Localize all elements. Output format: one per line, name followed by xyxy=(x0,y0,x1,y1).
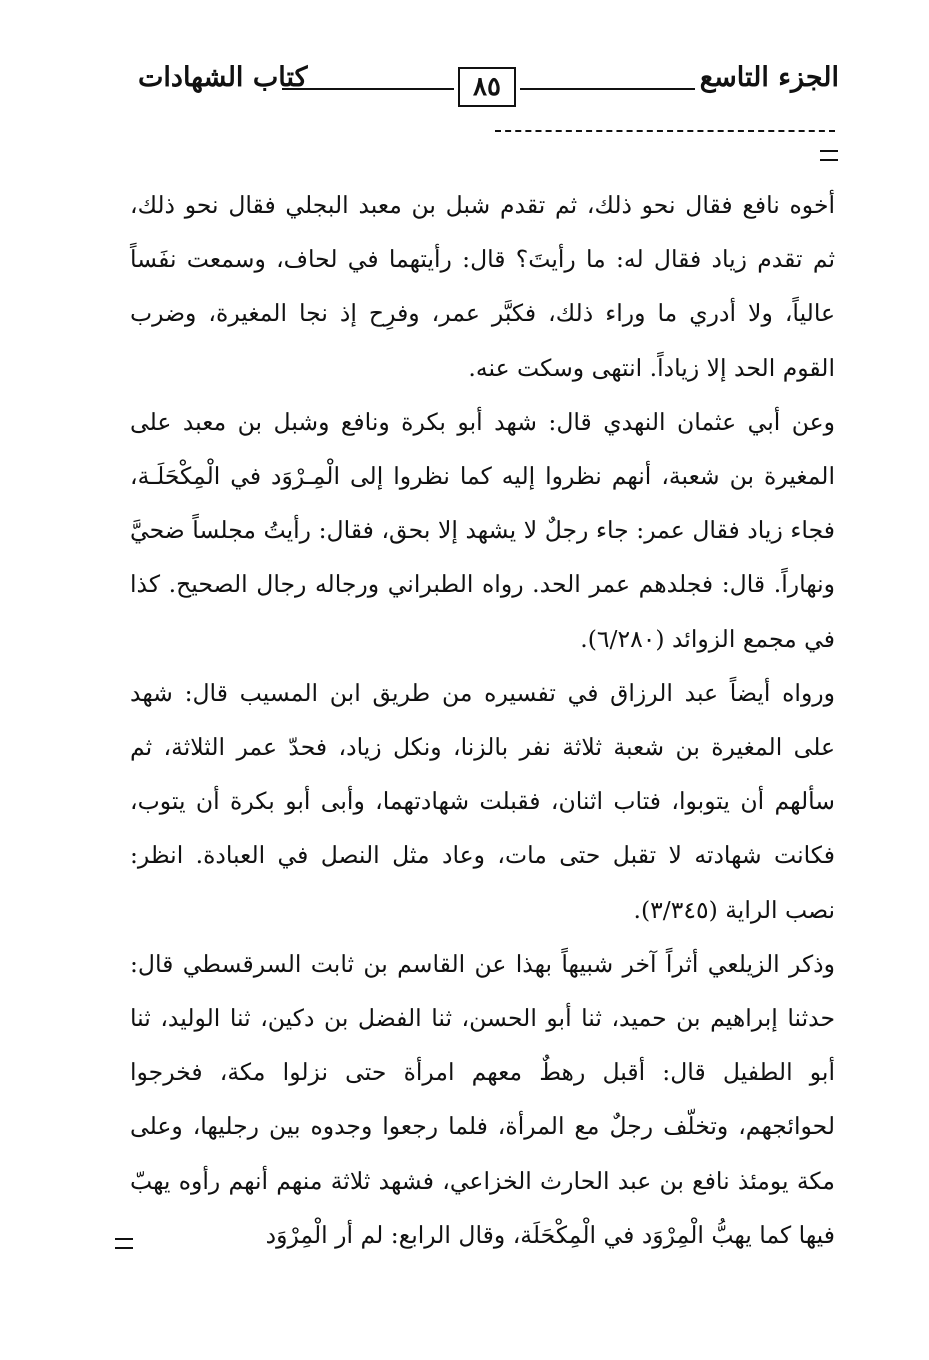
header-rule-right xyxy=(520,88,695,90)
page-header xyxy=(0,0,929,120)
page-number-box xyxy=(458,67,516,107)
paragraph-2: وعن أبي عثمان النهدي قال: شهد أبو بكرة ونافع وشبل بن معبد على المغيرة بن شعبة، أنهم نظروا إليه كما نظروا إلى الْمِـرْوَد في الْمِكْحَلَـة، فجاء زياد فقال عمر: جاء رجلٌ لا يشهد إلا بحق، فقال: رأيتُ مجلساً ضحيَّ ونهاراً. قال: فجلدهم عمر الحد. رواه الطبراني ورجاله رجال الصحيح. كذا في مجمع الزوائد (٦/٢٨٠). xyxy=(130,407,835,653)
paragraph-3: ورواه أيضاً عبد الرزاق في تفسيره من طريق ابن المسيب قال: شهد على المغيرة بن شعبة ثلاثة نفر بالزنا، ونكل زياد، فحدّ عمر الثلاثة، ثم سألهم أن يتوبوا، فتاب اثنان، فقبلت شهادتهما، وأبى أبو بكرة أن يتوب، فكانت شهادته لا تقبل حتى مات، وعاد مثل النصل في العبادة. انظر: نصب الراية (٣/٣٤٥). xyxy=(130,678,835,924)
continuation-mark-top xyxy=(820,150,838,161)
paragraph-4: وذكر الزيلعي أثراً آخر شبيهاً بهذا عن القاسم بن ثابت السرقسطي قال: حدثنا إبراهيم بن حميد، ثنا أبو الحسن، ثنا الفضل بن دكين، ثنا الوليد، ثنا أبو الطفيل قال: أقبل رهطٌ معهم امرأة حتى نزلوا مكة، فخرجوا لحوائجهم، وتخلّف رجلٌ مع المرأة، فلما رجعوا وجدوه بين رجليها، وعلى مكة يومئذ نافع بن عبد الحارث الخزاعي، فشهد ثلاثة منهم أنهم رأوه يهبّ فيها كما يهبُّ الْمِرْوَد في الْمِكْحَلَة، وقال الرابع: لم أر الْمِرْوَد xyxy=(130,949,835,1249)
footnote-separator xyxy=(495,130,835,132)
header-rule-left xyxy=(282,88,454,90)
page-number: ٨٥ xyxy=(473,72,501,102)
paragraph-1: أخوه نافع فقال نحو ذلك، ثم تقدم شبل بن معبد البجلي فقال نحو ذلك، ثم تقدم زياد فقال له: ما رأيتَ؟ قال: رأيتهما في لحاف، وسمعت نفَساً عالياً، ولا أدري ما وراء ذلك، فكبَّر عمر، وفرِح إذ نجا المغيرة، وضرب القوم الحد إلا زياداً. انتهى وسكت عنه. xyxy=(130,191,835,382)
body-text xyxy=(130,178,835,1262)
running-head-part: الجزء التاسع xyxy=(699,62,839,93)
continuation-mark-bottom xyxy=(115,1238,133,1249)
running-head-book: كتاب الشهادات xyxy=(138,62,308,93)
